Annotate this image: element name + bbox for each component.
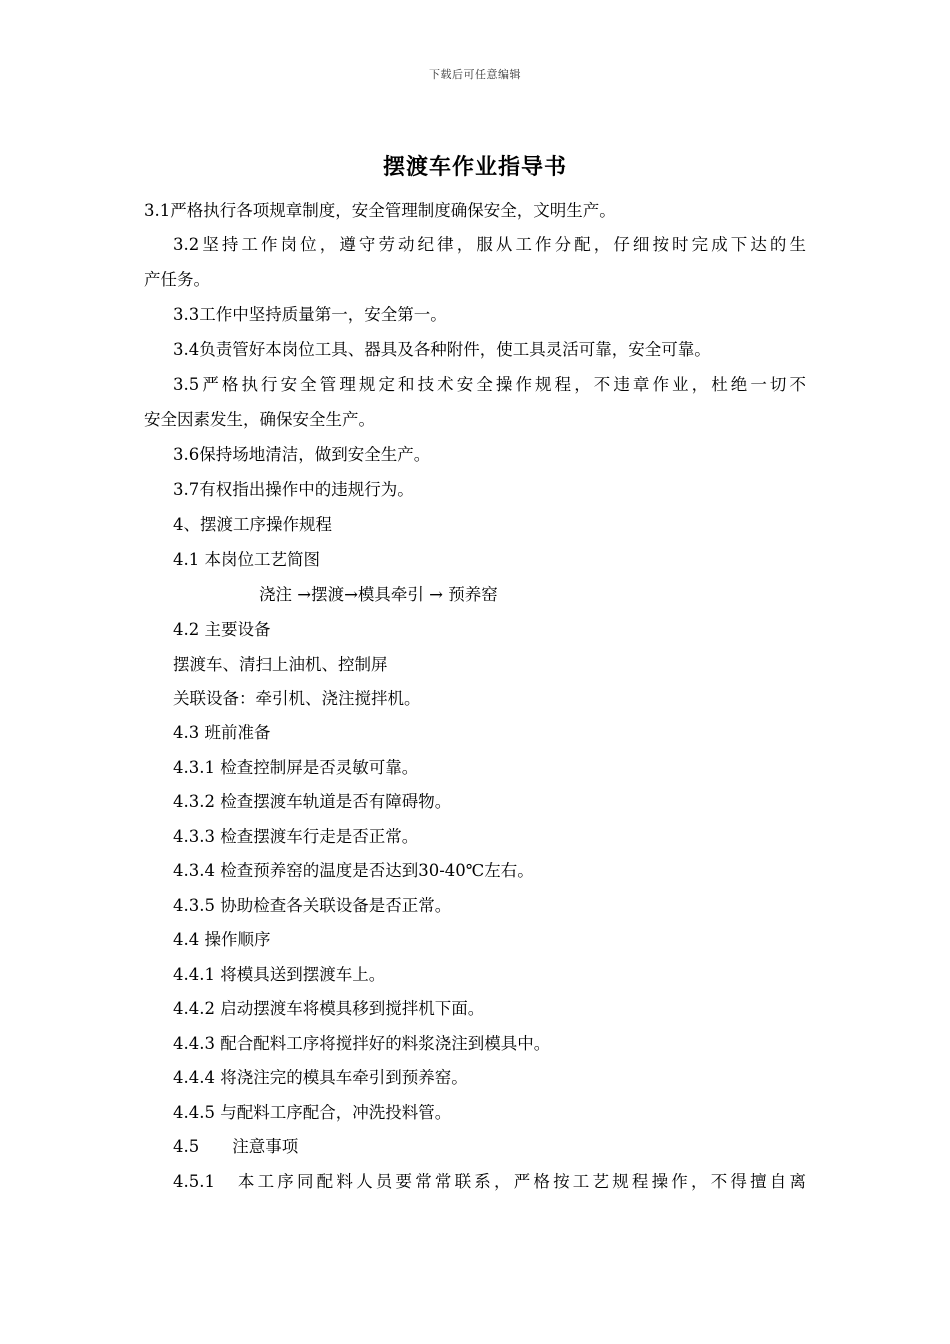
subsection-heading: 4.2 主要设备 <box>173 620 271 639</box>
subsection-heading: 4.1 本岗位工艺简图 <box>173 550 320 569</box>
process-flow: 浇注 →摆渡→模具牵引 → 预养窑 <box>259 585 498 604</box>
list-item: 4.3.2 检查摆渡车轨道是否有障碍物。 <box>173 792 452 811</box>
paragraph-line: 产任务。 <box>144 270 210 289</box>
page-header: 下载后可任意编辑 <box>429 68 521 81</box>
paragraph-line: 3.5严格执行安全管理规定和技术安全操作规程，不违章作业，杜绝一切不 <box>173 375 806 394</box>
list-item: 4.3.4 检查预养窑的温度是否达到30-40℃左右。 <box>173 861 534 880</box>
subsection-heading: 4.4 操作顺序 <box>173 930 271 949</box>
list-item: 4.4.5 与配料工序配合，冲洗投料管。 <box>173 1103 452 1122</box>
subsection-heading: 4.5 注意事项 <box>173 1137 299 1156</box>
paragraph-line: 3.2坚持工作岗位，遵守劳动纪律，服从工作分配，仔细按时完成下达的生 <box>173 235 806 254</box>
list-item: 4.4.4 将浇注完的模具车牵引到预养窑。 <box>173 1068 468 1087</box>
list-item: 4.4.1 将模具送到摆渡车上。 <box>173 965 386 984</box>
list-item: 4.4.2 启动摆渡车将模具移到搅拌机下面。 <box>173 999 485 1018</box>
list-item: 4.3.3 检查摆渡车行走是否正常。 <box>173 827 419 846</box>
document-title: 摆渡车作业指导书 <box>382 155 567 180</box>
paragraph-line: 摆渡车、清扫上油机、控制屏 <box>173 655 388 674</box>
subsection-heading: 4.3 班前准备 <box>173 723 271 742</box>
section-heading: 4、摆渡工序操作规程 <box>173 515 332 534</box>
paragraph-line: 3.1严格执行各项规章制度，安全管理制度确保安全，文明生产。 <box>144 201 616 220</box>
paragraph-line: 3.3工作中坚持质量第一，安全第一。 <box>173 305 447 324</box>
paragraph-line: 3.4负责管好本岗位工具、器具及各种附件，使工具灵活可靠，安全可靠。 <box>173 340 711 359</box>
list-item: 4.4.3 配合配料工序将搅拌好的料浆浇注到模具中。 <box>173 1034 551 1053</box>
paragraph-line: 3.7有权指出操作中的违规行为。 <box>173 480 414 499</box>
list-item: 4.5.1 本工序同配料人员要常常联系，严格按工艺规程操作，不得擅自离 <box>173 1172 806 1191</box>
paragraph-line: 3.6保持场地清洁，做到安全生产。 <box>173 445 431 464</box>
paragraph-line: 安全因素发生，确保安全生产。 <box>144 410 375 429</box>
list-item: 4.3.1 检查控制屏是否灵敏可靠。 <box>173 758 419 777</box>
list-item: 4.3.5 协助检查各关联设备是否正常。 <box>173 896 452 915</box>
paragraph-line: 关联设备：牵引机、浇注搅拌机。 <box>173 689 421 708</box>
